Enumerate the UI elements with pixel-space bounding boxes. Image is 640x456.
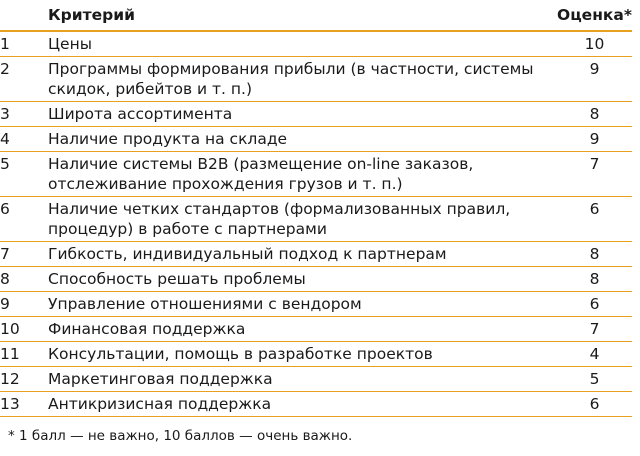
header-number [0,0,48,31]
table-row [0,317,632,342]
row-criterion: Управление отношениями с вендором [48,292,557,317]
row-criterion: Гибкость, индивидуальный подход к партнерам [48,242,557,267]
table-row [0,31,632,57]
row-criterion: Цены [48,31,557,57]
table-row [0,342,632,367]
row-number: 11 [0,342,48,367]
row-score: 5 [557,367,632,392]
row-score: 8 [557,267,632,292]
table-row [0,392,632,417]
row-number: 1 [0,31,48,57]
table-header-row [0,0,632,31]
row-number: 3 [0,102,48,127]
row-number: 13 [0,392,48,417]
row-criterion: Способность решать проблемы [48,267,557,292]
row-number: 7 [0,242,48,267]
row-score: 6 [557,197,632,242]
row-criterion: Антикризисная поддержка [48,392,557,417]
row-score: 9 [557,127,632,152]
row-score: 7 [557,317,632,342]
row-criterion: Программы формирования прибыли (в частности, системы скидок, рибейтов и т. п.) [48,57,557,102]
row-criterion: Широта ассортимента [48,102,557,127]
row-score: 7 [557,152,632,197]
table-row [0,102,632,127]
row-score: 6 [557,392,632,417]
table-row [0,127,632,152]
footnote: * 1 балл — не важно, 10 баллов — очень важно. [8,428,353,444]
row-number: 5 [0,152,48,197]
row-score: 6 [557,292,632,317]
table-row [0,242,632,267]
row-score: 9 [557,57,632,102]
row-criterion: Финансовая поддержка [48,317,557,342]
header-criterion: Критерий [48,0,557,31]
table-row [0,57,632,102]
table-row [0,367,632,392]
row-criterion: Наличие продукта на складе [48,127,557,152]
header-score: Оценка* [557,0,632,31]
row-number: 9 [0,292,48,317]
table-row [0,152,632,197]
row-number: 10 [0,317,48,342]
row-criterion: Консультации, помощь в разработке проектов [48,342,557,367]
row-number: 2 [0,57,48,102]
row-score: 8 [557,102,632,127]
row-number: 12 [0,367,48,392]
row-number: 4 [0,127,48,152]
row-criterion: Наличие четких стандартов (формализованных правил, процедур) в работе с партнерами [48,197,557,242]
row-number: 8 [0,267,48,292]
table-row [0,197,632,242]
table-row [0,292,632,317]
row-score: 4 [557,342,632,367]
row-score: 10 [557,31,632,57]
row-criterion: Наличие системы B2B (размещение on-line заказов, отслеживание прохождения грузов и т. п.) [48,152,557,197]
row-criterion: Маркетинговая поддержка [48,367,557,392]
row-number: 6 [0,197,48,242]
row-score: 8 [557,242,632,267]
table-row [0,267,632,292]
